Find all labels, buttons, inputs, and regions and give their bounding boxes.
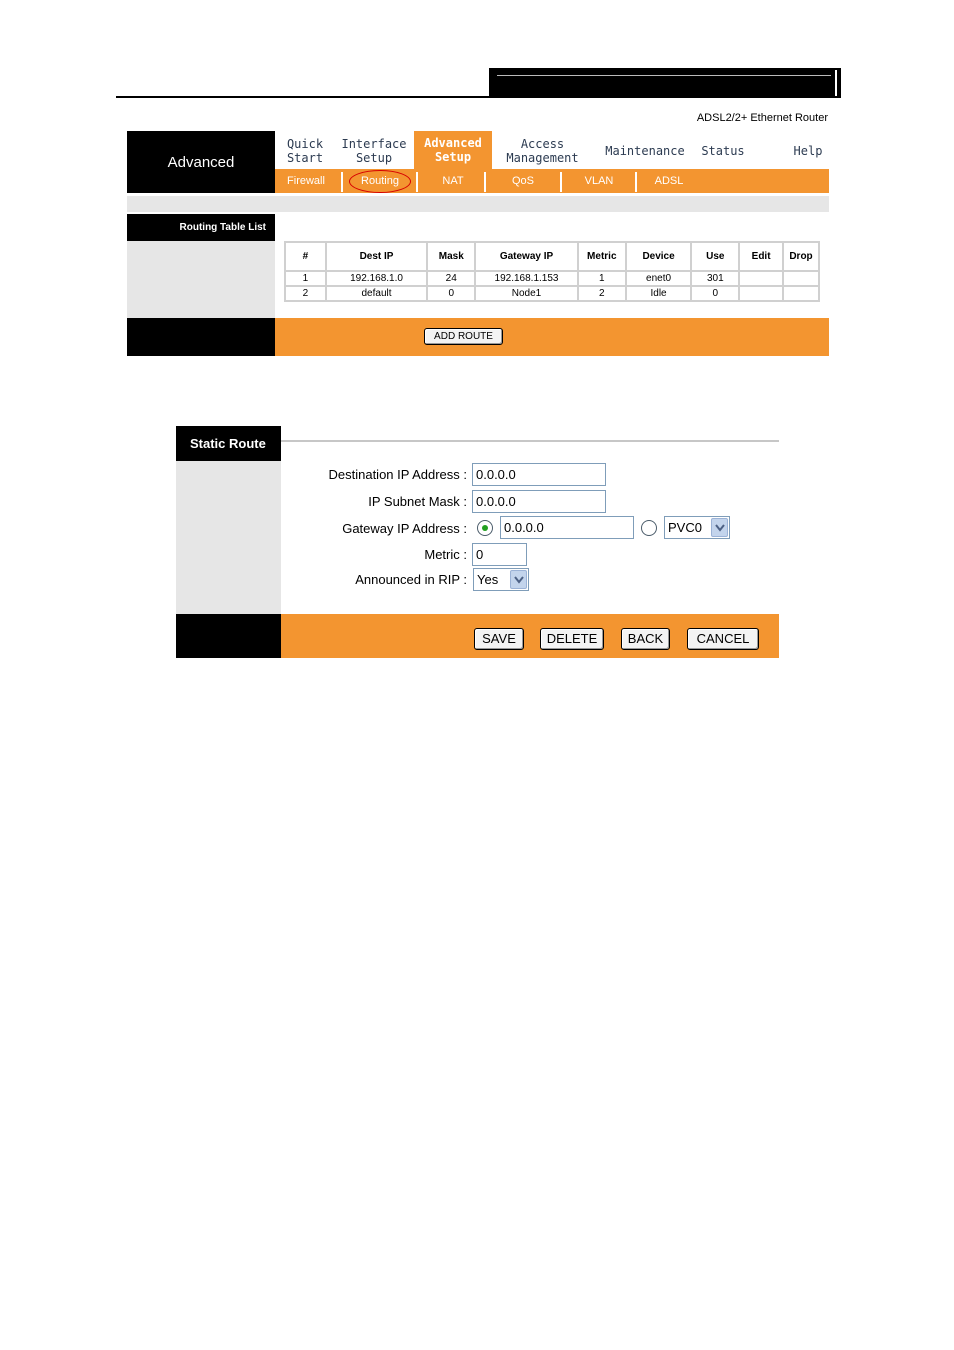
nav-maintenance[interactable]	[600, 133, 690, 169]
radio-selected-dot	[482, 525, 488, 531]
spacer-bar	[127, 196, 829, 212]
nav-label: Maintenance	[605, 144, 685, 158]
nav-label: Management	[506, 151, 579, 165]
gateway-pvc-value: PVC0	[668, 520, 702, 535]
cell-edit[interactable]	[739, 271, 783, 286]
rip-label: Announced in RIP :	[355, 572, 467, 587]
cell-mask: 0	[427, 286, 475, 301]
dest-ip-label: Destination IP Address :	[328, 467, 467, 482]
nav-label: Access	[520, 137, 565, 151]
routing-footer-side	[127, 318, 275, 356]
subnav-adsl[interactable]: ADSL	[654, 175, 684, 187]
routing-table-label: Routing Table List	[127, 214, 275, 241]
routing-highlight-oval	[349, 170, 411, 193]
nav-label: Status	[701, 144, 745, 158]
subnav-divider	[560, 172, 562, 192]
col-dest-ip: Dest IP	[326, 242, 428, 271]
cell-index: 1	[285, 271, 326, 286]
subnav-divider	[416, 172, 418, 192]
gateway-ip-label: Gateway IP Address :	[342, 521, 467, 536]
cell-gateway-ip: Node1	[475, 286, 578, 301]
cell-use: 301	[691, 271, 739, 286]
cell-edit[interactable]	[739, 286, 783, 301]
static-route-side-panel	[176, 461, 281, 614]
cell-gateway-ip: 192.168.1.153	[475, 271, 578, 286]
gateway-ip-radio[interactable]	[477, 520, 493, 536]
chevron-down-icon[interactable]	[510, 570, 527, 589]
rip-value: Yes	[477, 572, 499, 587]
subnav-divider	[635, 172, 637, 192]
subnav-divider	[341, 172, 343, 192]
cell-dest-ip: default	[326, 286, 428, 301]
table-row	[285, 286, 819, 301]
static-route-footer-side	[176, 614, 281, 658]
nav-label: Quick	[286, 137, 324, 151]
col-index: #	[285, 242, 326, 271]
nav-status[interactable]	[700, 133, 746, 169]
add-route-button[interactable]: ADD ROUTE	[424, 328, 503, 345]
subnav-divider	[484, 172, 486, 192]
nav-advanced-setup[interactable]	[414, 131, 492, 169]
cell-index: 2	[285, 286, 326, 301]
nav-label: Start	[286, 151, 324, 165]
static-route-rule	[281, 440, 779, 442]
static-route-title: Static Route	[176, 426, 281, 461]
subnav-firewall[interactable]: Firewall	[287, 175, 325, 187]
header-tick	[835, 70, 837, 96]
subnet-mask-input[interactable]: 0.0.0.0	[472, 490, 606, 513]
nav-quick-start[interactable]	[280, 133, 330, 169]
routing-side-panel	[127, 241, 275, 318]
delete-button[interactable]: DELETE	[540, 628, 604, 650]
product-name: ADSL2/2+ Ethernet Router	[696, 112, 828, 124]
cell-device: enet0	[626, 271, 692, 286]
chevron-down-icon[interactable]	[711, 518, 728, 537]
nav-label: Setup	[434, 150, 472, 164]
metric-label: Metric :	[424, 547, 467, 562]
sidebar-title: Advanced	[127, 131, 275, 193]
subnet-mask-label: IP Subnet Mask :	[368, 494, 467, 509]
col-device: Device	[626, 242, 692, 271]
cell-mask: 24	[427, 271, 475, 286]
subnav-qos[interactable]: QoS	[511, 175, 534, 187]
metric-input[interactable]: 0	[472, 543, 527, 566]
save-button[interactable]: SAVE	[474, 628, 524, 650]
table-row	[285, 271, 819, 286]
dest-ip-input[interactable]: 0.0.0.0	[472, 463, 606, 486]
cell-metric: 1	[578, 271, 626, 286]
nav-label: Interface	[341, 137, 407, 151]
col-drop: Drop	[783, 242, 819, 271]
routing-footer-bar	[275, 318, 829, 356]
subnav-nat[interactable]: NAT	[442, 175, 464, 187]
col-metric: Metric	[578, 242, 626, 271]
nav-access-management[interactable]	[500, 133, 585, 169]
subnav-routing[interactable]: Routing	[361, 175, 399, 187]
back-button[interactable]: BACK	[621, 628, 670, 650]
rip-select[interactable]	[473, 568, 529, 591]
cell-device: Idle	[626, 286, 692, 301]
gateway-pvc-select[interactable]	[664, 516, 730, 539]
cancel-button[interactable]: CANCEL	[687, 628, 759, 650]
gateway-pvc-radio[interactable]	[641, 520, 657, 536]
col-gateway-ip: Gateway IP	[475, 242, 578, 271]
header-line	[116, 96, 841, 98]
nav-label: Help	[793, 144, 823, 158]
routing-table	[284, 241, 820, 302]
cell-metric: 2	[578, 286, 626, 301]
col-edit: Edit	[739, 242, 783, 271]
table-header-row	[285, 242, 819, 271]
cell-use: 0	[691, 286, 739, 301]
header-rule	[497, 75, 831, 76]
gateway-ip-input[interactable]: 0.0.0.0	[500, 516, 634, 539]
cell-drop[interactable]	[783, 286, 819, 301]
cell-dest-ip: 192.168.1.0	[326, 271, 428, 286]
col-use: Use	[691, 242, 739, 271]
nav-label: Setup	[355, 151, 393, 165]
nav-interface-setup[interactable]	[340, 133, 408, 169]
header-bar	[489, 68, 841, 97]
nav-label: Advanced	[424, 136, 482, 150]
nav-help[interactable]	[788, 133, 828, 169]
col-mask: Mask	[427, 242, 475, 271]
cell-drop[interactable]	[783, 271, 819, 286]
subnav-vlan[interactable]: VLAN	[584, 175, 614, 187]
